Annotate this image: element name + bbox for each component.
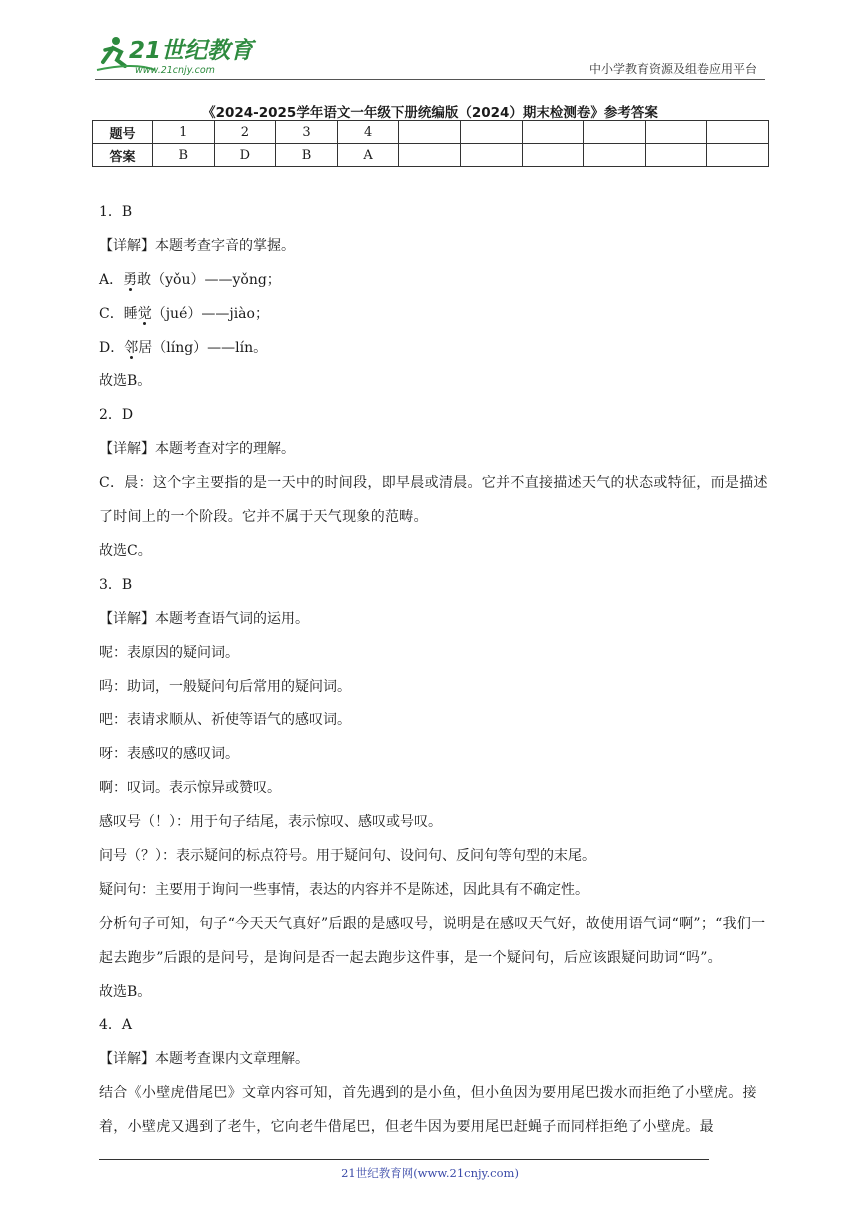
table-cell [584,121,646,144]
explanation-line: 吗：助词，一般疑问句后常用的疑问词。 [99,678,351,695]
choice-line: 故选B。 [99,983,152,1000]
explanation-line: 呀：表感叹的感叹词。 [99,746,239,763]
svg-text:www.21cnjy.com: www.21cnjy.com [135,65,215,76]
detail-label: 【详解】本题考查字音的掌握。 [99,237,295,254]
footer-divider [99,1159,709,1160]
option-a: A．勇敢（yǒu）——yǒng； [99,271,281,288]
table-cell: B [276,144,338,167]
table-cell [707,121,769,144]
table-cell [399,121,461,144]
row-label: 题号 [93,121,153,144]
table-cell [584,144,646,167]
page-header [95,32,765,78]
question-number: 4．A [99,1017,133,1034]
header-divider [95,79,765,80]
explanation-line: 呢：表原因的疑问词。 [99,644,239,661]
analysis-paragraph: 分析句子可知，句子“今天天气真好”后跟的是感叹号，说明是在感叹天气好，故使用语气词“啊”；“我们一起去跑步”后跟的是问号，是询问是否一起去跑步这件事，是一个疑问句，后应该跟疑问助词“吗”。 [99,915,766,966]
logo-21cnjy [95,32,265,78]
table-cell [522,144,584,167]
table-cell [645,144,707,167]
table-cell [707,144,769,167]
explanation-line: 疑问句：主要用于询问一些事情，表达的内容并不是陈述，因此具有不确定性。 [99,881,589,898]
table-cell: D [214,144,276,167]
question-number: 1．B [99,204,133,220]
svg-text:21世纪教育: 21世纪教育 [129,38,254,64]
emphasis-char: 觉 [137,305,152,322]
row-label: 答案 [93,144,153,167]
answer-table [92,120,769,167]
choice-line: 故选B。 [99,373,152,390]
option-c-explanation: C．晨：这个字主要指的是一天中的时间段，即早晨或清晨。它并不直接描述天气的状态或特征，而是描述了时间上的一个阶段。它并不属于天气现象的范畴。 [99,475,768,526]
question-number: 2．D [99,407,134,424]
detail-label: 【详解】本题考查对字的理解。 [99,441,295,458]
explanation-line: 啊：叹词。表示惊异或赞叹。 [99,780,281,797]
table-row-answers [93,144,769,167]
explanation-line: 问号（？）：表示疑问的标点符号。用于疑问句、设问句、反问句等句型的末尾。 [99,847,596,864]
table-cell [460,144,522,167]
explanation-line: 感叹号（！）：用于句子结尾，表示惊叹、感叹或号叹。 [99,814,442,831]
table-cell [522,121,584,144]
detail-label: 【详解】本题考查语气词的运用。 [99,610,309,627]
table-cell: A [337,144,399,167]
footer-site[interactable]: 21世纪教育网(www.21cnjy.com) [341,1166,519,1180]
explanation-line: 吧：表请求顺从、祈使等语气的感叹词。 [99,712,351,729]
table-cell [460,121,522,144]
detail-label: 【详解】本题考查课内文章理解。 [99,1051,309,1068]
platform-name: 中小学教育资源及组卷应用平台 [588,62,757,76]
table-cell: 4 [337,121,399,144]
choice-line: 故选C。 [99,542,152,559]
table-cell [399,144,461,167]
option-c: C．睡觉（jué）——jiào； [99,305,269,322]
table-cell [645,121,707,144]
option-d: D．邻居（líng）——lín。 [99,339,268,356]
page-title: 《2024-2025学年语文一年级下册统编版（2024）期末检测卷》参考答案 [202,105,658,121]
table-cell: 3 [276,121,338,144]
q4-paragraph: 结合《小壁虎借尾巴》文章内容可知，首先遇到的是小鱼，但小鱼因为要用尾巴拨水而拒绝了小壁虎。接着，小壁虎又遇到了老牛，它向老牛借尾巴，但老牛因为要用尾巴赶蝇子而同样拒绝了小壁虎。最 [99,1085,757,1136]
question-number: 3．B [99,576,133,593]
table-cell: B [153,144,215,167]
table-cell: 2 [214,121,276,144]
answer-explanations [99,196,769,1145]
emphasis-char: 勇 [123,271,138,288]
emphasis-char: 邻 [124,339,139,356]
table-cell: 1 [153,121,215,144]
table-row-numbers [93,121,769,144]
